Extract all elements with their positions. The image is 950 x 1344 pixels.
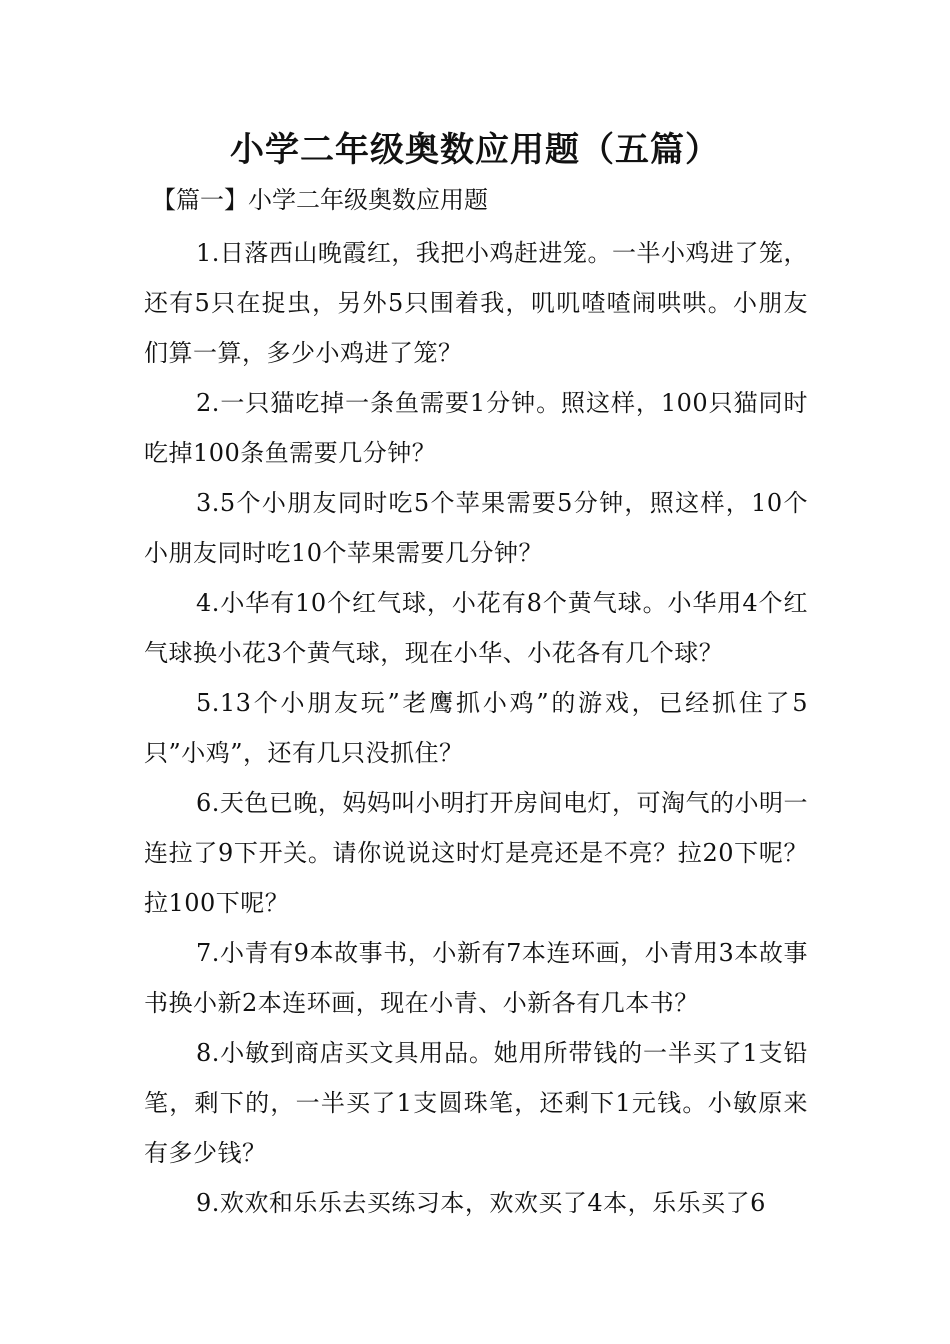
document-title: 小学二年级奥数应用题（五篇）: [230, 130, 720, 170]
question-item: 3.5个小朋友同时吃5个苹果需要5分钟，照这样，10个小朋友同时吃10个苹果需要几分钟？: [144, 489, 808, 567]
question-item: 4.小华有10个红气球，小花有8个黄气球。小华用4个红气球换小花3个黄气球，现在小华、小花各有几个球？: [144, 589, 808, 667]
question-item: 8.小敏到商店买文具用品。她用所带钱的一半买了1支铅笔，剩下的，一半买了1支圆珠笔，还剩下1元钱。小敏原来有多少钱？: [144, 1039, 808, 1167]
question-item: 7.小青有9本故事书，小新有7本连环画，小青用3本故事书换小新2本连环画，现在小青、小新各有几本书？: [144, 939, 808, 1017]
question-list: [144, 228, 808, 1228]
question-item: 5.13个小朋友玩”老鹰抓小鸡”的游戏，已经抓住了5只”小鸡”，还有几只没抓住？: [144, 689, 808, 767]
question-item: 6.天色已晚，妈妈叫小明打开房间电灯，可淘气的小明一连拉了9下开关。请你说说这时灯是亮还是不亮？拉20下呢？拉100下呢？: [144, 789, 808, 917]
question-item: 2.一只猫吃掉一条鱼需要1分钟。照这样，100只猫同时吃掉100条鱼需要几分钟？: [144, 389, 808, 467]
question-item: 1.日落西山晚霞红，我把小鸡赶进笼。一半小鸡进了笼，还有5只在捉虫，另外5只围着我，叽叽喳喳闹哄哄。小朋友们算一算，多少小鸡进了笼？: [144, 239, 808, 367]
section-heading: 【篇一】小学二年级奥数应用题: [152, 186, 488, 214]
question-item: 9.欢欢和乐乐去买练习本，欢欢买了4本，乐乐买了6: [196, 1189, 766, 1217]
